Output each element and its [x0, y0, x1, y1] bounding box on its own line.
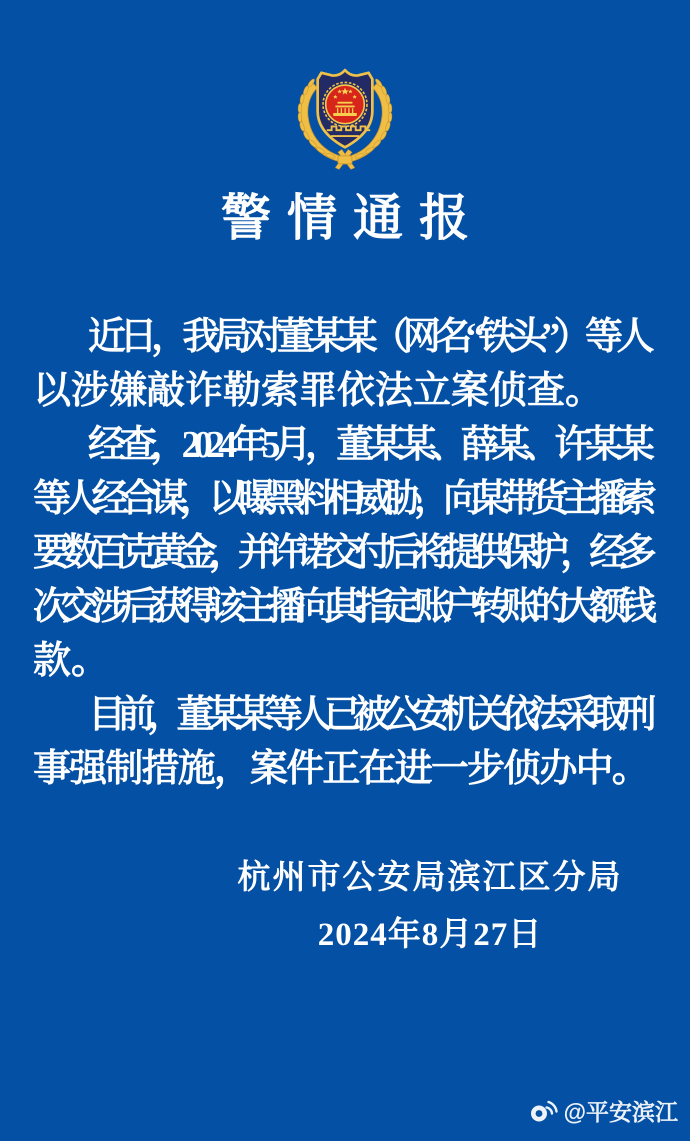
notice-paragraph-1	[33, 310, 648, 418]
notice-text-line: 经查，2024年5月，董某某、薛某、许某某	[88, 424, 648, 466]
notice-text-line: 目前，董某某等人已被公安机关依法采取刑	[88, 694, 648, 736]
issue-date: 2024年8月27日	[317, 917, 543, 953]
notice-text-line: 款。	[33, 640, 110, 682]
weibo-icon	[528, 1098, 558, 1123]
police-badge-icon	[286, 56, 404, 170]
issuer-signature: 杭州市公安局滨江区分局	[237, 860, 623, 896]
notice-text-line: 要数百克黄金，并许诺交付后将提供保护，经多	[33, 532, 648, 574]
notice-body	[33, 310, 648, 796]
notice-text-line: 近日，我局对董某某（网名“铁头”）等人	[88, 316, 648, 358]
notice-text-line: 次交涉后获得该主播向其指定账户转账的大额钱	[33, 586, 648, 628]
notice-text-line: 以涉嫌敲诈勒索罪依法立案侦查。	[33, 370, 604, 412]
notice-title: 警情通报	[221, 190, 485, 246]
notice-text-line: 事强制措施，案件正在进一步侦办中。	[33, 748, 648, 790]
police-emblem	[286, 56, 404, 170]
notice-text-line: 等人经合谋，以曝黑料相威胁，向某带货主播索	[33, 478, 648, 520]
weibo-handle: @平安滨江	[563, 1099, 678, 1125]
notice-paragraph-3	[33, 688, 648, 796]
notice-paragraph-2	[33, 418, 648, 688]
signature-block	[228, 856, 632, 957]
weibo-watermark	[528, 1094, 678, 1127]
